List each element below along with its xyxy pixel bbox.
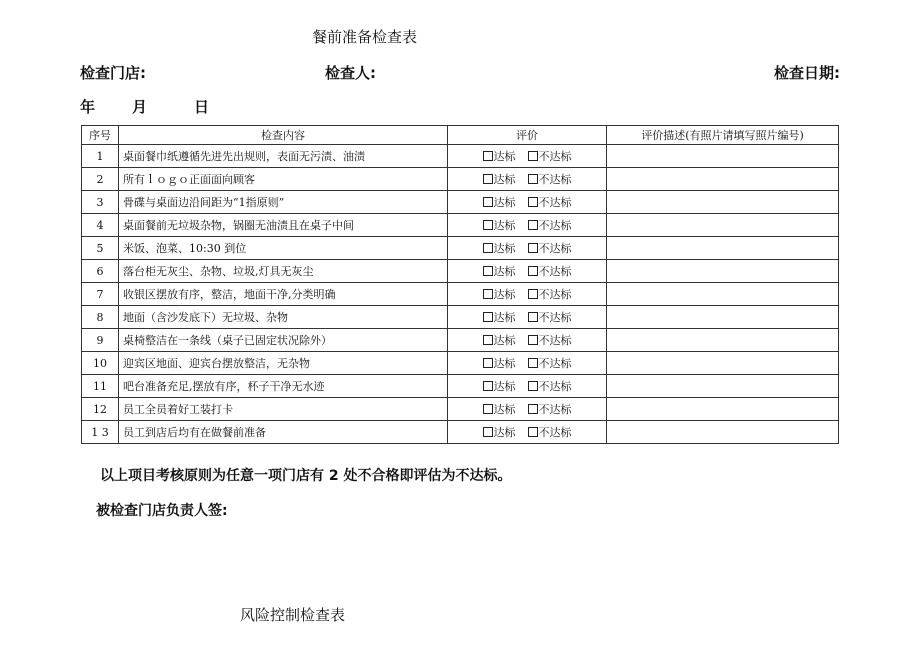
row-content: 桌椅整洁在一条线（桌子已固定状况除外）: [119, 329, 448, 352]
fail-label: 不达标: [538, 311, 572, 324]
pass-checkbox[interactable]: [483, 197, 493, 207]
pass-option[interactable]: [483, 148, 516, 164]
fail-option[interactable]: [528, 332, 572, 348]
table-row: [82, 306, 839, 329]
row-number: 6: [82, 260, 119, 283]
fail-option[interactable]: [528, 378, 572, 394]
pass-option[interactable]: [483, 194, 516, 210]
table-row: [82, 329, 839, 352]
pass-checkbox[interactable]: [483, 174, 493, 184]
fail-option[interactable]: [528, 355, 572, 371]
row-content: 桌面餐前无垃圾杂物，锅圈无油渍且在桌子中间: [119, 214, 448, 237]
store-label: 检查门店:: [80, 64, 146, 82]
table-row: [82, 283, 839, 306]
fail-label: 不达标: [538, 242, 572, 255]
row-number: 5: [82, 237, 119, 260]
col-description: 评价描述(有照片请填写照片编号): [607, 126, 839, 145]
row-description[interactable]: [607, 283, 839, 306]
year-label: 年: [80, 98, 96, 116]
pass-checkbox[interactable]: [483, 335, 493, 345]
pass-checkbox[interactable]: [483, 289, 493, 299]
pass-checkbox[interactable]: [483, 381, 493, 391]
fail-label: 不达标: [538, 196, 572, 209]
pass-label: 达标: [493, 219, 516, 232]
fail-option[interactable]: [528, 263, 572, 279]
row-number: 12: [82, 398, 119, 421]
row-content: 所有ｌｏｇｏ正面面向顾客: [119, 168, 448, 191]
pass-checkbox[interactable]: [483, 312, 493, 322]
table-header-row: [82, 126, 839, 145]
row-description[interactable]: [607, 145, 839, 168]
pass-label: 达标: [493, 380, 516, 393]
rule-note: 以上项目考核原则为任意一项门店有 2 处不合格即评估为不达标。: [100, 468, 512, 484]
row-evaluation: [448, 329, 607, 352]
row-number: 8: [82, 306, 119, 329]
fail-option[interactable]: [528, 171, 572, 187]
pass-checkbox[interactable]: [483, 427, 493, 437]
fail-option[interactable]: [528, 286, 572, 302]
pass-label: 达标: [493, 426, 516, 439]
row-content: 员工全员着好工装打卡: [119, 398, 448, 421]
row-content: 收银区摆放有序，整洁，地面干净,分类明确: [119, 283, 448, 306]
fail-checkbox[interactable]: [528, 358, 538, 368]
fail-label: 不达标: [538, 150, 572, 163]
row-number: 4: [82, 214, 119, 237]
col-content: 检查内容: [119, 126, 448, 145]
pass-checkbox[interactable]: [483, 404, 493, 414]
table-row: [82, 191, 839, 214]
signature-label: 被检查门店负责人签:: [96, 503, 228, 519]
row-evaluation: [448, 283, 607, 306]
fail-label: 不达标: [538, 173, 572, 186]
date-label: 检查日期:: [774, 64, 840, 82]
fail-label: 不达标: [538, 288, 572, 301]
row-content: 迎宾区地面、迎宾台摆放整洁，无杂物: [119, 352, 448, 375]
row-description[interactable]: [607, 214, 839, 237]
pass-label: 达标: [493, 403, 516, 416]
row-description[interactable]: [607, 237, 839, 260]
table-row: [82, 145, 839, 168]
fail-checkbox[interactable]: [528, 404, 538, 414]
fail-label: 不达标: [538, 426, 572, 439]
fail-label: 不达标: [538, 380, 572, 393]
pass-option[interactable]: [483, 424, 516, 440]
pass-label: 达标: [493, 334, 516, 347]
pass-option[interactable]: [483, 171, 516, 187]
pass-option[interactable]: [483, 263, 516, 279]
row-number: 9: [82, 329, 119, 352]
fail-checkbox[interactable]: [528, 289, 538, 299]
table-row: [82, 421, 839, 444]
fail-checkbox[interactable]: [528, 197, 538, 207]
checklist-table: [81, 125, 839, 444]
fail-checkbox[interactable]: [528, 381, 538, 391]
row-content: 吧台准备充足,摆放有序，杯子干净无水迹: [119, 375, 448, 398]
fail-checkbox[interactable]: [528, 174, 538, 184]
row-number: 2: [82, 168, 119, 191]
page-title: 餐前准备检查表: [312, 28, 418, 46]
row-number: 3: [82, 191, 119, 214]
pass-label: 达标: [493, 265, 516, 278]
fail-checkbox[interactable]: [528, 335, 538, 345]
fail-checkbox[interactable]: [528, 243, 538, 253]
fail-option[interactable]: [528, 424, 572, 440]
table-row: [82, 214, 839, 237]
fail-option[interactable]: [528, 148, 572, 164]
row-evaluation: [448, 168, 607, 191]
row-evaluation: [448, 191, 607, 214]
pass-checkbox[interactable]: [483, 266, 493, 276]
pass-label: 达标: [493, 150, 516, 163]
inspector-label: 检查人:: [325, 64, 376, 82]
fail-label: 不达标: [538, 403, 572, 416]
row-content: 桌面餐巾纸遵循先进先出规则，表面无污渍、油渍: [119, 145, 448, 168]
row-evaluation: [448, 145, 607, 168]
row-description[interactable]: [607, 398, 839, 421]
fail-label: 不达标: [538, 265, 572, 278]
fail-option[interactable]: [528, 217, 572, 233]
fail-label: 不达标: [538, 357, 572, 370]
row-evaluation: [448, 306, 607, 329]
row-description[interactable]: [607, 191, 839, 214]
table-row: [82, 237, 839, 260]
next-section-title: 风险控制检查表: [240, 606, 346, 624]
row-number: 1 3: [82, 421, 119, 444]
row-evaluation: [448, 214, 607, 237]
fail-checkbox[interactable]: [528, 220, 538, 230]
fail-option[interactable]: [528, 194, 572, 210]
fail-checkbox[interactable]: [528, 151, 538, 161]
row-description[interactable]: [607, 260, 839, 283]
row-evaluation: [448, 398, 607, 421]
row-description[interactable]: [607, 168, 839, 191]
pass-option[interactable]: [483, 217, 516, 233]
fail-checkbox[interactable]: [528, 266, 538, 276]
pass-option[interactable]: [483, 401, 516, 417]
pass-checkbox[interactable]: [483, 358, 493, 368]
fail-checkbox[interactable]: [528, 427, 538, 437]
table-row: [82, 168, 839, 191]
table-row: [82, 398, 839, 421]
row-content: 米饭、泡菜、10:30 到位: [119, 237, 448, 260]
table-row: [82, 260, 839, 283]
pass-label: 达标: [493, 173, 516, 186]
pass-option[interactable]: [483, 378, 516, 394]
pass-label: 达标: [493, 196, 516, 209]
fail-label: 不达标: [538, 334, 572, 347]
pass-label: 达标: [493, 357, 516, 370]
table-row: [82, 375, 839, 398]
pass-option[interactable]: [483, 240, 516, 256]
row-evaluation: [448, 375, 607, 398]
row-evaluation: [448, 352, 607, 375]
pass-option[interactable]: [483, 309, 516, 325]
col-number: 序号: [82, 126, 119, 145]
month-label: 月: [132, 98, 148, 116]
pass-option[interactable]: [483, 355, 516, 371]
day-label: 日: [194, 98, 210, 116]
pass-label: 达标: [493, 288, 516, 301]
row-description[interactable]: [607, 352, 839, 375]
fail-option[interactable]: [528, 309, 572, 325]
row-description[interactable]: [607, 375, 839, 398]
pass-checkbox[interactable]: [483, 243, 493, 253]
fail-checkbox[interactable]: [528, 312, 538, 322]
pass-checkbox[interactable]: [483, 151, 493, 161]
row-description[interactable]: [607, 306, 839, 329]
row-evaluation: [448, 421, 607, 444]
row-evaluation: [448, 260, 607, 283]
row-description[interactable]: [607, 421, 839, 444]
pass-option[interactable]: [483, 286, 516, 302]
row-number: 11: [82, 375, 119, 398]
col-evaluation: 评价: [448, 126, 607, 145]
row-content: 落台柜无灰尘、杂物、垃圾,灯具无灰尘: [119, 260, 448, 283]
fail-option[interactable]: [528, 401, 572, 417]
row-number: 7: [82, 283, 119, 306]
pass-label: 达标: [493, 311, 516, 324]
table-row: [82, 352, 839, 375]
pass-checkbox[interactable]: [483, 220, 493, 230]
fail-option[interactable]: [528, 240, 572, 256]
row-number: 1: [82, 145, 119, 168]
row-content: 员工到店后均有在做餐前准备: [119, 421, 448, 444]
pass-label: 达标: [493, 242, 516, 255]
row-description[interactable]: [607, 329, 839, 352]
fail-label: 不达标: [538, 219, 572, 232]
row-number: 10: [82, 352, 119, 375]
row-evaluation: [448, 237, 607, 260]
row-content: 骨碟与桌面边沿间距为“1指原则”: [119, 191, 448, 214]
pass-option[interactable]: [483, 332, 516, 348]
row-content: 地面（含沙发底下）无垃圾、杂物: [119, 306, 448, 329]
